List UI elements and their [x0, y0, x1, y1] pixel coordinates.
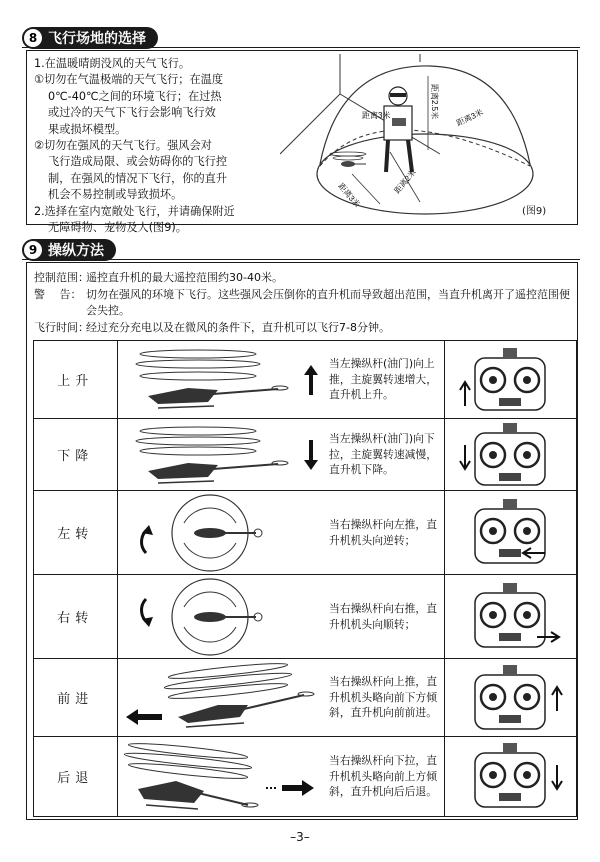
helicopter-side-icon	[118, 344, 296, 416]
section8-rule	[22, 47, 580, 48]
intro-value: 经过充分充电以及在微风的条件下，直升机可以飞行7-8分钟。	[86, 320, 390, 334]
intro-key: 警 告：	[34, 287, 82, 301]
op-label: 上升	[34, 341, 118, 419]
s8-para: 无障碍物、宠物及人(图9)。	[48, 221, 187, 235]
s8-para: 制，在强风的情况下飞行，你的直升	[48, 171, 228, 185]
s8-para: 0℃-40℃之间的环境飞行；在过热	[48, 89, 222, 103]
op-remote	[444, 737, 576, 817]
intro-key: 飞行时间：	[34, 320, 89, 334]
intro-row	[34, 320, 574, 337]
s8-para: 机会不易控制或导致损坏。	[48, 188, 183, 202]
helicopter-backward-icon	[118, 739, 324, 815]
op-description: 当右操纵杆向左推，直升机机头向逆转；	[325, 491, 444, 575]
helicopter-top-icon	[118, 493, 324, 573]
op-description: 当右操纵杆向下拉，直升机机头略向前上方倾斜，直升机向后后退。	[325, 737, 444, 817]
arrow-up-icon	[303, 365, 319, 395]
op-remote	[444, 659, 576, 737]
op-label: 下降	[34, 419, 118, 491]
table-row	[34, 659, 577, 737]
table-row	[34, 737, 577, 817]
distance-label: 距离3米	[362, 111, 391, 120]
remote-control-icon	[445, 344, 575, 416]
op-picture	[117, 491, 325, 575]
page-number: –3–	[290, 830, 310, 844]
op-picture	[117, 341, 297, 419]
op-remote	[444, 341, 576, 419]
op-picture	[117, 419, 297, 491]
op-picture	[117, 575, 325, 659]
section8-title-pill	[22, 27, 158, 49]
op-label: 后退	[34, 737, 118, 817]
section9-title: 操纵方法	[48, 243, 104, 259]
figure-label: (图9)	[522, 206, 547, 217]
op-description: 当左操纵杆(油门)向上推，主旋翼转速增大，直升机上升。	[325, 341, 444, 419]
s8-para: 飞行造成局限、或会妨碍你的飞行控	[48, 155, 228, 169]
remote-control-icon	[445, 493, 575, 573]
remote-control-icon	[445, 577, 575, 657]
s8-para: ①切勿在气温极端的天气飞行；在温度	[34, 73, 224, 87]
flight-area-figure	[280, 54, 576, 222]
section8-text	[34, 56, 274, 236]
arrow-down-icon	[303, 440, 319, 470]
pilot-person-icon	[384, 87, 412, 172]
s8-para: 1.在温暖晴朗没风的天气飞行。	[34, 57, 191, 70]
section9-intro	[34, 270, 574, 336]
section9-rule	[22, 259, 580, 260]
section9-number: 9	[24, 241, 42, 259]
helicopter-forward-icon	[118, 661, 324, 735]
op-description: 当左操纵杆(油门)向下拉，主旋翼转速减慢，直升机下降。	[325, 419, 444, 491]
s8-para: 2.选择在室内宽敞处飞行，并请确保附近	[34, 204, 235, 218]
distance-label: 距离2.5米	[430, 84, 439, 120]
op-description: 当右操纵杆向右推，直升机机头向顺转；	[325, 575, 444, 659]
table-row	[34, 341, 577, 419]
intro-key: 控制范围：	[34, 271, 89, 284]
remote-control-icon	[445, 739, 575, 815]
intro-row	[34, 287, 574, 320]
helicopter-side-icon	[118, 421, 296, 489]
op-label: 前进	[34, 659, 118, 737]
table-row	[34, 491, 577, 575]
distance-label: 距离2米	[392, 167, 418, 196]
small-helicopter-icon	[330, 152, 366, 167]
distance-label: 距离3米	[336, 181, 362, 210]
helicopter-top-icon	[118, 577, 324, 657]
operations-table	[33, 340, 577, 817]
s8-para: ②切勿在强风的天气飞行。强风会对	[34, 139, 212, 153]
op-description: 当右操纵杆向上推，直升机机头略向前下方倾斜，直升机向前前进。	[325, 659, 444, 737]
remote-control-icon	[445, 661, 575, 735]
intro-value: 切勿在强风的环境下飞行。这些强风会压倒你的直升机而导致超出范围，当直升机离开了遥控范围便会失控。	[86, 287, 570, 317]
remote-control-icon	[445, 421, 575, 489]
op-label: 左转	[34, 491, 118, 575]
section8-number: 8	[24, 29, 42, 47]
intro-row	[34, 270, 574, 287]
op-remote	[444, 575, 576, 659]
op-remote	[444, 491, 576, 575]
table-row	[34, 419, 577, 491]
op-label: 右转	[34, 575, 118, 659]
section8-title: 飞行场地的选择	[48, 31, 146, 47]
table-row	[34, 575, 577, 659]
s8-para: 果或损坏模型。	[48, 122, 127, 136]
s8-para: 或过冷的天气下飞行会影响飞行效	[48, 106, 216, 120]
intro-value: 遥控直升机的最大遥控范围约30-40米。	[86, 271, 283, 284]
section9-title-pill	[22, 239, 116, 261]
distance-label: 距离3米	[455, 107, 485, 128]
op-picture	[117, 737, 325, 817]
op-remote	[444, 419, 576, 491]
op-arrow	[297, 341, 325, 419]
op-arrow	[297, 419, 325, 491]
op-picture	[117, 659, 325, 737]
